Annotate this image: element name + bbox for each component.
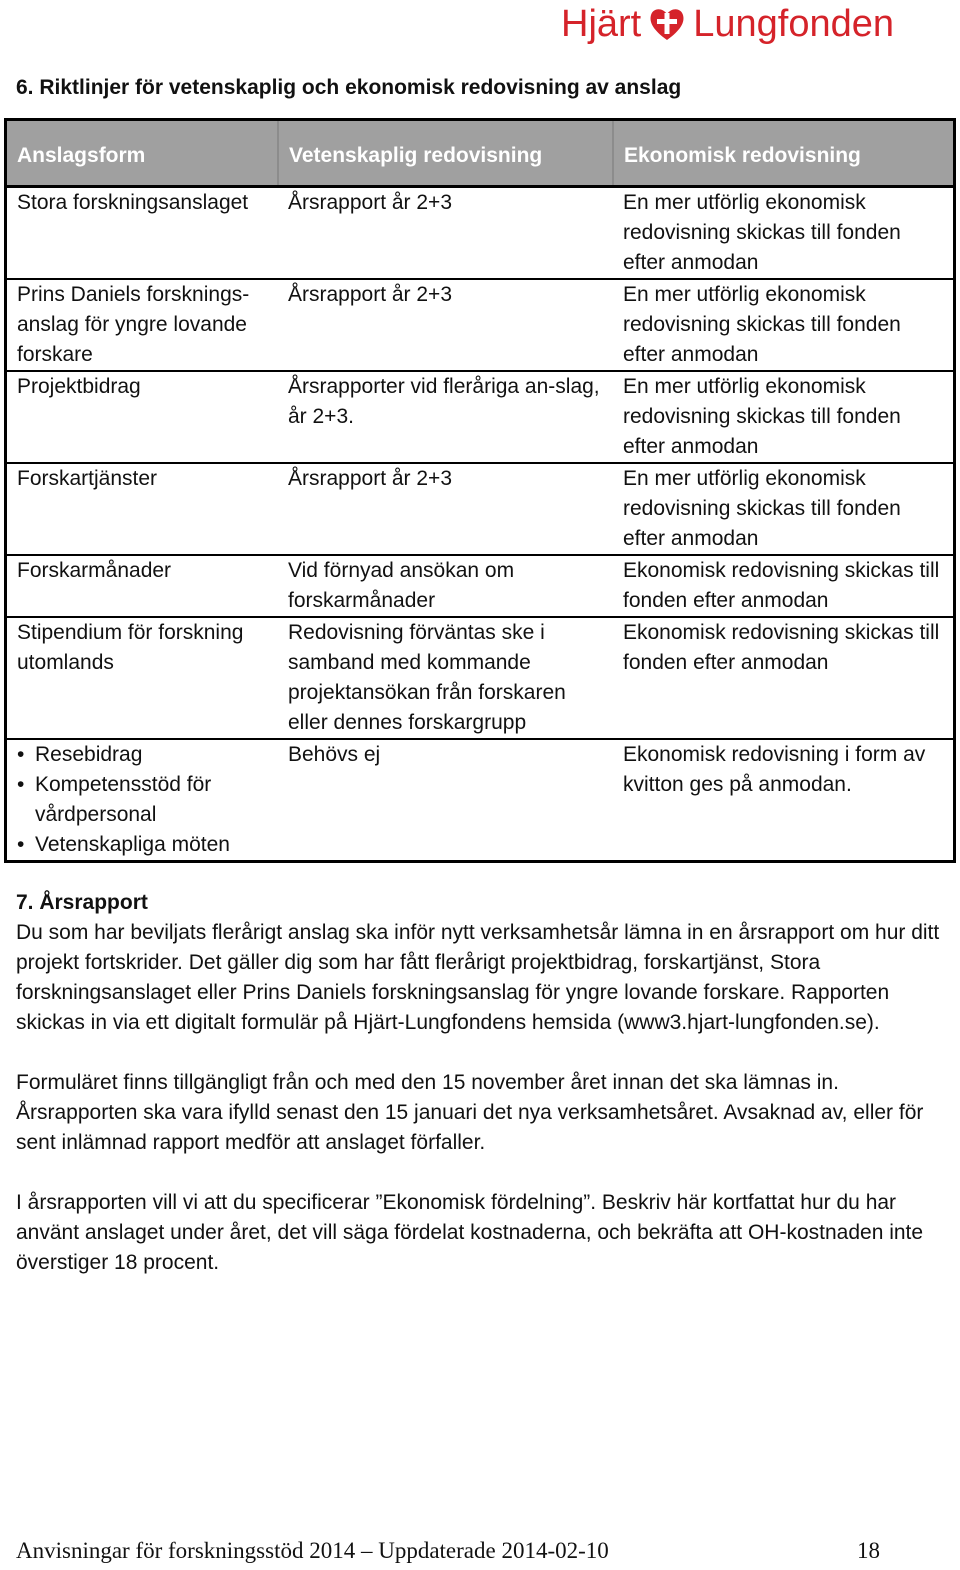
cell-grant-type: Stora forskningsanslaget: [6, 187, 279, 280]
cell-grant-type: Prins Daniels forsknings-anslag för yngre lovande forskare: [6, 279, 279, 371]
cell-scientific: Redovisning förväntas ske i samband med kommande projektansökan från forskaren eller dennes forskargrupp: [278, 617, 613, 739]
section-7-paragraph: Du som har beviljats flerårigt anslag ska inför nytt verksamhetsår lämna in en årsrapport om hur ditt projekt fortskrider. Det gäller dig som har fått flerårigt projektbidrag, forskartjänst, Stora forskningsanslaget eller Prins Daniels forskningsanslag för yngre lovande forskare. Rapporten skickas in via ett digitalt formulär på Hjärt-Lungfondens hemsida (www3.hjart-lungfonden.se).: [16, 921, 940, 1034]
cell-grant-type: Forskartjänster: [6, 463, 279, 555]
cell-economic: Ekonomisk redovisning skickas till fonden efter anmodan: [613, 617, 955, 739]
cell-scientific: Årsrapport år 2+3: [278, 187, 613, 280]
section-7-paragraph: I årsrapporten vill vi att du specificerar ”Ekonomisk fördelning”. Beskriv här kortfattat hur du har använt anslaget under året, det vill säga fördelat kostnaderna, och bekräfta att OH-kostnaden inte överstiger 18 procent.: [16, 1191, 924, 1274]
table-row: [6, 279, 955, 371]
cell-grant-type: Forskarmånader: [6, 555, 279, 617]
table-row: [6, 739, 955, 862]
cell-economic: En mer utförlig ekonomisk redovisning skickas till fonden efter anmodan: [613, 279, 955, 371]
cell-economic: En mer utförlig ekonomisk redovisning skickas till fonden efter anmodan: [613, 371, 955, 463]
cell-economic: Ekonomisk redovisning i form av kvitton ges på anmodan.: [623, 743, 926, 796]
table-header-row: [6, 120, 955, 187]
logo-right-text: Lungfonden: [693, 3, 894, 45]
cell-grant-type: Stipendium för forskning utomlands: [6, 617, 279, 739]
page-footer: [16, 1538, 880, 1564]
table-row: [6, 187, 955, 280]
header-grant-type: Anslagsform: [6, 120, 279, 187]
cell-scientific: Behövs ej: [288, 743, 381, 766]
grant-reporting-table: [4, 118, 956, 863]
cell-scientific: Vid förnyad ansökan om forskarmånader: [278, 555, 613, 617]
footer-text: Anvisningar för forskningsstöd 2014 – Uppdaterade 2014-02-10: [16, 1538, 609, 1563]
cell-scientific: Årsrapport år 2+3: [278, 279, 613, 371]
grant-type-bullet-list: [17, 740, 268, 860]
cell-scientific: Årsrapport år 2+3: [278, 463, 613, 555]
cell-grant-type: Projektbidrag: [6, 371, 279, 463]
logo: [561, 0, 894, 48]
section-6-title: 6. Riktlinjer för vetenskaplig och ekonomisk redovisning av anslag: [16, 76, 682, 99]
section-7-paragraph: Formuläret finns tillgängligt från och med den 15 november året innan det ska lämnas in. Årsrapporten ska vara ifylld senast den 15 januari det nya verksamhetsåret. Avsaknad av, eller för sent inlämnad rapport medför att anslaget förfaller.: [16, 1071, 924, 1154]
section-7: [16, 888, 946, 1308]
cell-scientific: Årsrapporter vid fleråriga an-slag, år 2+3.: [278, 371, 613, 463]
table-row: [6, 617, 955, 739]
cell-economic: En mer utförlig ekonomisk redovisning skickas till fonden efter anmodan: [613, 463, 955, 555]
table-row: [6, 555, 955, 617]
cell-grant-type-bullets: [6, 739, 279, 862]
bullet-item: • Vetenskapliga möten: [17, 830, 268, 860]
section-7-title: 7. Årsrapport: [16, 891, 148, 914]
bullet-item: • Resebidrag: [17, 740, 268, 770]
cell-economic: Ekonomisk redovisning skickas till fonden efter anmodan: [613, 555, 955, 617]
logo-left-text: Hjärt: [561, 3, 642, 45]
page-number: 18: [857, 1538, 880, 1563]
table-row: [6, 463, 955, 555]
heart-cross-icon: [647, 4, 687, 44]
cell-economic: En mer utförlig ekonomisk redovisning skickas till fonden efter anmodan: [613, 187, 955, 280]
bullet-item: • Kompetensstöd för vårdpersonal: [17, 770, 268, 830]
header-economic-reporting: Ekonomisk redovisning: [613, 120, 955, 187]
table-row: [6, 371, 955, 463]
header-scientific-reporting: Vetenskaplig redovisning: [278, 120, 613, 187]
